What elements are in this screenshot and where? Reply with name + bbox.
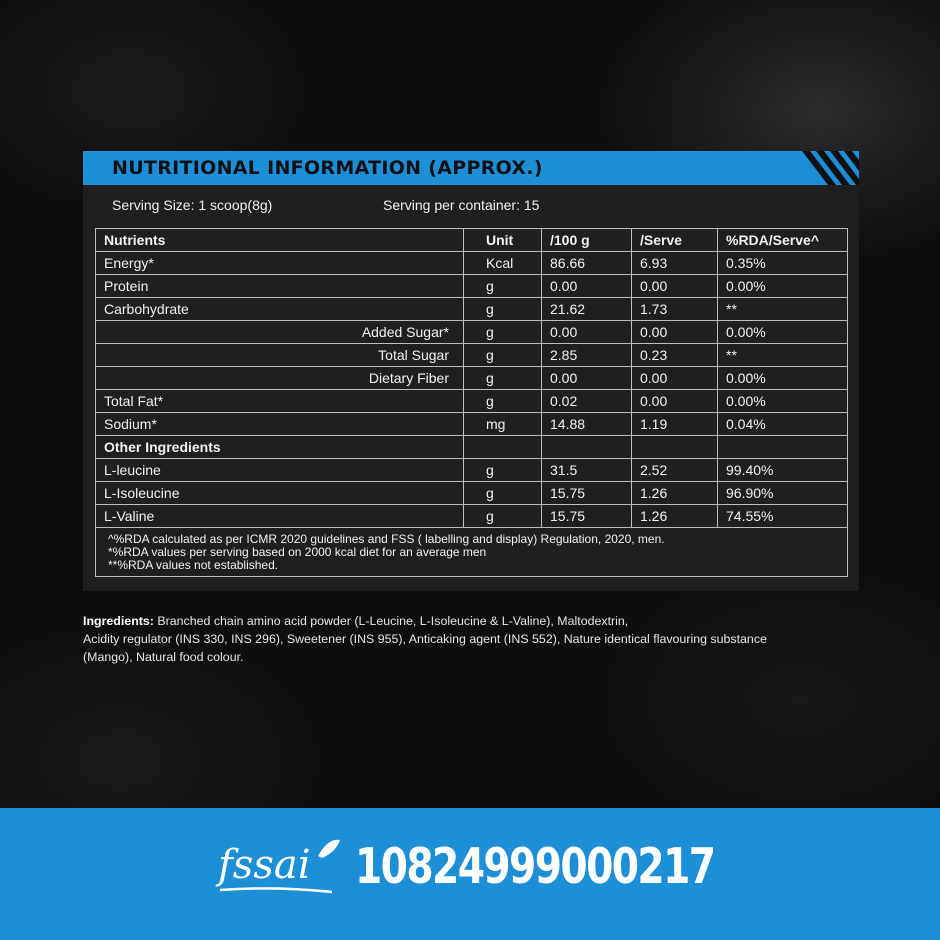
panel-title: NUTRITIONAL INFORMATION (APPROX.) — [112, 157, 543, 179]
ingredient-rda: 74.55% — [718, 505, 848, 528]
table-row — [96, 482, 848, 505]
footnotes — [96, 528, 848, 577]
header-unit: Unit — [464, 229, 542, 252]
ingredient-rda: 96.90% — [718, 482, 848, 505]
nutrient-per100: 86.66 — [542, 252, 632, 275]
nutrient-rda: 0.35% — [718, 252, 848, 275]
nutrient-rda: 0.00% — [718, 390, 848, 413]
ingredient-per-serve: 2.52 — [632, 459, 718, 482]
nutrient-rda: ** — [718, 344, 848, 367]
table-row — [96, 298, 848, 321]
table-row — [96, 252, 848, 275]
nutrient-rda: ** — [718, 298, 848, 321]
nutrient-per-serve: 1.19 — [632, 413, 718, 436]
nutrient-name: Energy* — [96, 252, 464, 275]
nutrient-unit: g — [464, 321, 542, 344]
table-header-row — [96, 229, 848, 252]
nutrient-per-serve: 0.00 — [632, 321, 718, 344]
header-per-serve: /Serve — [632, 229, 718, 252]
nutrient-per-serve: 0.23 — [632, 344, 718, 367]
ingredient-name: L-leucine — [96, 459, 464, 482]
ingredient-unit: g — [464, 459, 542, 482]
nutrient-per-serve: 0.00 — [632, 275, 718, 298]
fssai-license-number: 10824999000217 — [355, 838, 715, 895]
empty-cell — [542, 436, 632, 459]
nutrition-table — [95, 228, 848, 577]
nutrient-per100: 0.00 — [542, 367, 632, 390]
fssai-logo — [214, 836, 344, 900]
table-row — [96, 344, 848, 367]
table-row — [96, 413, 848, 436]
nutrient-per-serve: 1.73 — [632, 298, 718, 321]
nutrient-unit: Kcal — [464, 252, 542, 275]
notes-row — [96, 528, 848, 577]
nutrient-per100: 2.85 — [542, 344, 632, 367]
nutrient-per-serve: 6.93 — [632, 252, 718, 275]
nutrient-rda: 0.00% — [718, 321, 848, 344]
serving-size: Serving Size: 1 scoop(8g) — [112, 197, 273, 213]
nutrient-unit: g — [464, 298, 542, 321]
nutrient-per-serve: 0.00 — [632, 367, 718, 390]
nutrient-unit: g — [464, 275, 542, 298]
nutrient-rda: 0.00% — [718, 275, 848, 298]
ingredient-name: L-Isoleucine — [96, 482, 464, 505]
ingredient-name: L-Valine — [96, 505, 464, 528]
nutrient-rda: 0.04% — [718, 413, 848, 436]
nutrient-name: Added Sugar* — [96, 321, 464, 344]
ingredient-per-serve: 1.26 — [632, 482, 718, 505]
nutrient-name: Sodium* — [96, 413, 464, 436]
table-row — [96, 321, 848, 344]
ingredient-per100: 15.75 — [542, 482, 632, 505]
nutrient-per100: 21.62 — [542, 298, 632, 321]
nutrient-per100: 0.00 — [542, 275, 632, 298]
footnote: **%RDA values not established. — [108, 558, 279, 572]
section-row — [96, 436, 848, 459]
nutrient-per-serve: 0.00 — [632, 390, 718, 413]
ingredient-per100: 15.75 — [542, 505, 632, 528]
table-row — [96, 367, 848, 390]
empty-cell — [632, 436, 718, 459]
section-label: Other Ingredients — [96, 436, 464, 459]
ingredients-line: (Mango), Natural food colour. — [83, 650, 244, 664]
footnote: ^%RDA calculated as per ICMR 2020 guidelines and FSS ( labelling and display) Regulation, 2020, men. — [108, 532, 665, 546]
nutrient-name: Dietary Fiber — [96, 367, 464, 390]
table-row — [96, 390, 848, 413]
ingredient-rda: 99.40% — [718, 459, 848, 482]
nutrient-per100: 0.02 — [542, 390, 632, 413]
nutrient-name: Total Fat* — [96, 390, 464, 413]
header-per100: /100 g — [542, 229, 632, 252]
empty-cell — [718, 436, 848, 459]
ingredients-label: Ingredients: — [83, 614, 154, 628]
table-row — [96, 459, 848, 482]
nutrient-per100: 0.00 — [542, 321, 632, 344]
ingredients-text — [83, 612, 858, 666]
ingredients-line — [83, 612, 858, 630]
ingredients-line: Acidity regulator (INS 330, INS 296), Sweetener (INS 955), Anticaking agent (INS 552), Nature identical flavouring substance — [83, 632, 767, 646]
ingredient-unit: g — [464, 505, 542, 528]
ingredient-unit: g — [464, 482, 542, 505]
servings-per-container: Serving per container: 15 — [383, 197, 540, 213]
table-row — [96, 275, 848, 298]
fssai-logo-text: fssai — [218, 842, 311, 888]
ingredients-text-segment: Branched chain amino acid powder (L-Leucine, L-Isoleucine & L-Valine), Maltodextrin, — [153, 614, 629, 628]
table-row — [96, 505, 848, 528]
nutrient-name: Carbohydrate — [96, 298, 464, 321]
nutrient-name: Total Sugar — [96, 344, 464, 367]
ingredient-per100: 31.5 — [542, 459, 632, 482]
nutrient-unit: g — [464, 344, 542, 367]
header-nutrients: Nutrients — [96, 229, 464, 252]
header-rda: %RDA/Serve^ — [718, 229, 848, 252]
nutrient-unit: mg — [464, 413, 542, 436]
header-stripes-decoration — [796, 151, 859, 185]
nutrient-per100: 14.88 — [542, 413, 632, 436]
ingredient-per-serve: 1.26 — [632, 505, 718, 528]
footnote: *%RDA values per serving based on 2000 kcal diet for an average men — [108, 545, 487, 559]
nutrient-unit: g — [464, 390, 542, 413]
nutrient-rda: 0.00% — [718, 367, 848, 390]
nutrient-unit: g — [464, 367, 542, 390]
empty-cell — [464, 436, 542, 459]
nutrient-name: Protein — [96, 275, 464, 298]
